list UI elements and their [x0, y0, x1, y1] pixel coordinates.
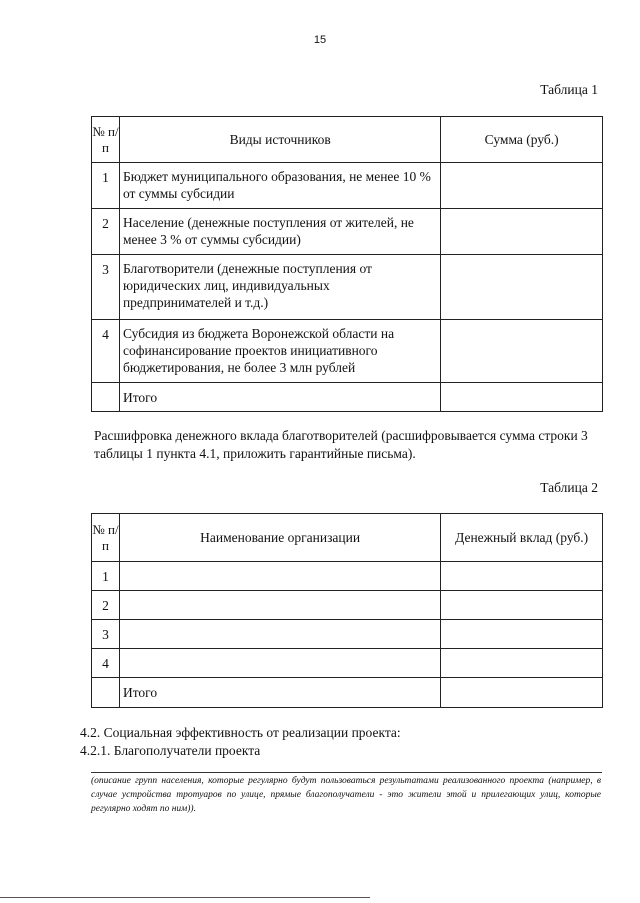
donor-paragraph: Расшифровка денежного вклада благотворителей (расшифровывается сумма строки 3 таблицы 1 пункта 4.1, приложить гарантийные письма).	[94, 428, 588, 461]
table-row	[92, 649, 603, 678]
row-number: 4	[92, 649, 120, 678]
table1-header-num: № п/п	[92, 117, 120, 163]
row-number: 1	[92, 562, 120, 591]
table2	[91, 513, 603, 708]
table1-header-source: Виды источников	[119, 117, 440, 163]
org-cell	[119, 649, 440, 678]
row-sum	[441, 163, 603, 209]
row-number: 3	[92, 255, 120, 320]
page-edge-line	[0, 897, 370, 898]
row-number: 4	[92, 320, 120, 383]
table1-header-sum: Сумма (руб.)	[441, 117, 603, 163]
total-sum-cell	[441, 383, 603, 412]
total-label: Итого	[119, 383, 440, 412]
total-contribution-cell	[441, 678, 603, 708]
org-cell	[119, 591, 440, 620]
table1-header-row	[92, 117, 603, 163]
total-num-cell	[92, 678, 120, 708]
table-row	[92, 163, 603, 209]
table2-caption: Таблица 2	[540, 480, 598, 495]
contribution-cell	[441, 562, 603, 591]
contribution-cell	[441, 591, 603, 620]
row-source: Субсидия из бюджета Воронежской области на софинансирование проектов инициативного бюджетирования, не более 3 млн рублей	[119, 320, 440, 383]
row-number: 2	[92, 209, 120, 255]
table-row	[92, 209, 603, 255]
row-number: 1	[92, 163, 120, 209]
table2-header-num: № п/п	[92, 514, 120, 562]
table1-total-row	[92, 383, 603, 412]
total-label: Итого	[119, 678, 440, 708]
row-sum	[441, 209, 603, 255]
table2-total-row	[92, 678, 603, 708]
row-number: 3	[92, 620, 120, 649]
table1	[91, 116, 603, 412]
section-4-2: 4.2. Социальная эффективность от реализации проекта:	[80, 725, 401, 740]
table-row	[92, 562, 603, 591]
row-sum	[441, 255, 603, 320]
contribution-cell	[441, 620, 603, 649]
fill-line	[91, 772, 602, 773]
table1-caption: Таблица 1	[540, 82, 598, 97]
table-row	[92, 320, 603, 383]
total-num-cell	[92, 383, 120, 412]
beneficiaries-note: (описание групп населения, которые регулярно будут пользоваться результатами реализованного проекта (например, в случае устройства тротуаров по улице, прямые благополучатели - это жители этой и прилегающих улиц, которые регулярно ходят по ним)).	[91, 776, 601, 814]
table2-header-contribution: Денежный вклад (руб.)	[441, 514, 603, 562]
table2-header-row	[92, 514, 603, 562]
org-cell	[119, 620, 440, 649]
table-row	[92, 620, 603, 649]
table2-header-org: Наименование организации	[119, 514, 440, 562]
row-source: Бюджет муниципального образования, не менее 10 % от суммы субсидии	[119, 163, 440, 209]
row-source: Благотворители (денежные поступления от юридических лиц, индивидуальных предпринимателей и т.д.)	[119, 255, 440, 320]
row-number: 2	[92, 591, 120, 620]
row-source: Население (денежные поступления от жителей, не менее 3 % от суммы субсидии)	[119, 209, 440, 255]
contribution-cell	[441, 649, 603, 678]
table-row	[92, 255, 603, 320]
table-row	[92, 591, 603, 620]
org-cell	[119, 562, 440, 591]
page-number: 15	[313, 34, 327, 46]
row-sum	[441, 320, 603, 383]
section-4-2-1: 4.2.1. Благополучатели проекта	[80, 743, 261, 758]
